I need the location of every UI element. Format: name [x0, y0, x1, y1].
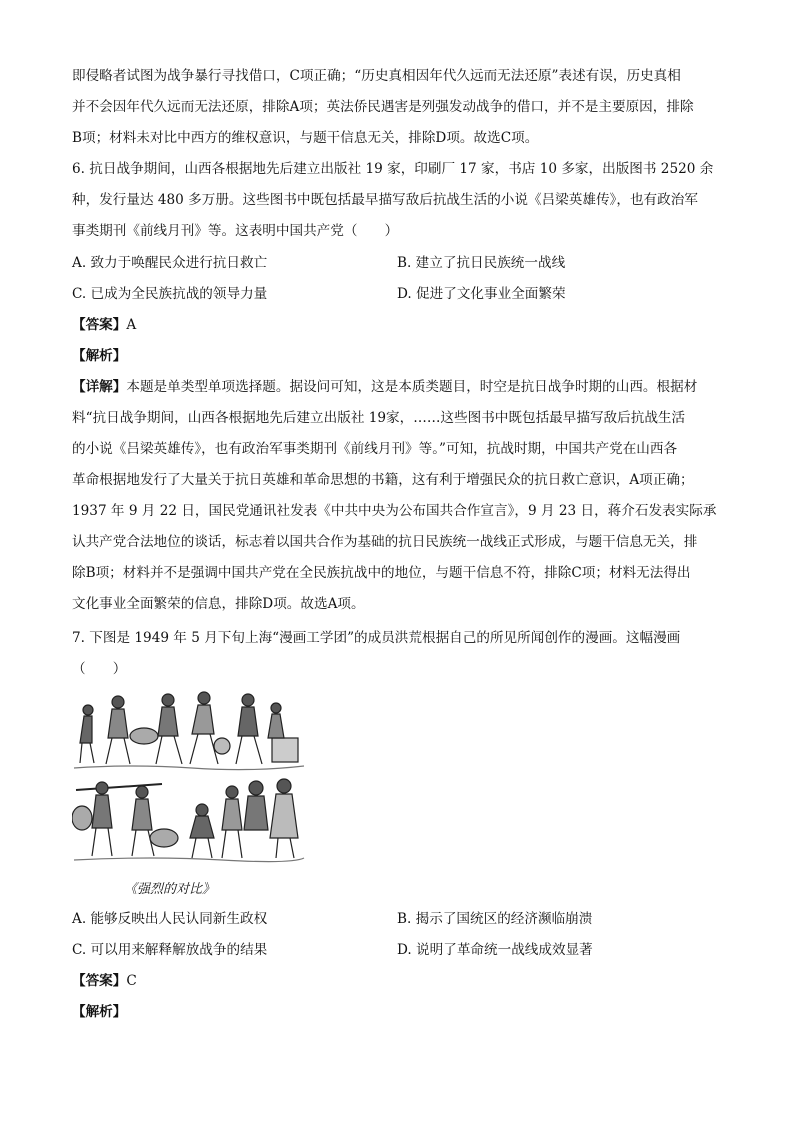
q7-option-a: A. 能够反映出人民认同新生政权: [72, 911, 268, 927]
q6-stem-line-2: 种，发行量达 480 多万册。这些图书中既包括最早描写敌后抗战生活的小说《吕梁英雄传》，也有政治军: [72, 192, 698, 208]
q6-answer: [72, 315, 136, 335]
q7-option-b: B. 揭示了国统区的经济濒临崩溃: [397, 911, 593, 927]
q6-option-c: C. 已成为全民族抗战的领导力量: [72, 286, 268, 302]
q7-option-c: C. 可以用来解释解放战争的结果: [72, 942, 268, 958]
q6-detail-line-2: 料“抗日战争期间，山西各根据地先后建立出版社 19家，……这些图书中既包括最早描写敌后抗战生活: [72, 410, 686, 426]
q7-analysis-label: [72, 1002, 126, 1022]
q6-option-d: D. 促进了文化事业全面繁荣: [397, 286, 566, 302]
comic-illustration: [72, 688, 306, 864]
q6-detail-line-3: 的小说《吕梁英雄传》，也有政治军事类期刊《前线月刊》等。”可知，抗战时期，中国共产党在山西各: [72, 441, 678, 457]
q6-analysis-tag: 【解析】: [72, 348, 127, 364]
carryover-line-2: 并不会因年代久远而无法还原，排除A项；英法侨民遇害是列强发动战争的借口，并不是主要原因，排除: [72, 99, 694, 115]
q7-stem-line-2: （ ）: [72, 661, 127, 677]
q7-stem-line-1: 7. 下图是 1949 年 5 月下旬上海“漫画工学团”的成员洪荒根据自己的所见所闻创作的漫画。这幅漫画: [72, 630, 681, 646]
q6-answer-label: 【答案】: [72, 317, 127, 333]
q6-detail-text-1: 本题是单类型单项选择题。据设问可知，这是本质类题目，时空是抗日战争时期的山西。根据材: [126, 379, 698, 395]
q6-detail-line-7: 除B项；材料并不是强调中国共产党在全民族抗战中的地位，与题干信息不符，排除C项；材料无法得出: [72, 565, 691, 581]
q7-answer-label: 【答案】: [72, 973, 127, 989]
q6-detail-line-4: 革命根据地发行了大量关于抗日英雄和革命思想的书籍，这有利于增强民众的抗日救亡意识，A项正确；: [72, 472, 694, 488]
q7-analysis-tag: 【解析】: [72, 1004, 127, 1020]
q7-answer-value: C: [126, 973, 137, 989]
q6-detail-line-5: 1937 年 9 月 22 日，国民党通讯社发表《中共中央为公布国共合作宣言》，9 月 23 日，蒋介石发表实际承: [72, 503, 717, 519]
q7-option-d: D. 说明了革命统一战线成效显著: [397, 942, 593, 958]
q6-option-b: B. 建立了抗日民族统一战线: [397, 255, 566, 271]
comic-caption: 《强烈的对比》: [124, 882, 216, 897]
q7-answer: [72, 971, 137, 991]
q6-answer-value: A: [126, 317, 137, 333]
q6-analysis-label: [72, 346, 126, 366]
carryover-line-1: 即侵略者试图为战争暴行寻找借口，C项正确；“历史真相因年代久远而无法还原”表述有误，历史真相: [72, 68, 681, 84]
q6-stem-line-3: 事类期刊《前线月刊》等。这表明中国共产党（ ）: [72, 223, 399, 239]
q6-option-a: A. 致力于唤醒民众进行抗日救亡: [72, 255, 268, 271]
q6-detail-label: 【详解】: [72, 379, 127, 395]
q6-detail-line-6: 认共产党合法地位的谈话，标志着以国共合作为基础的抗日民族统一战线正式形成，与题干信息无关，排: [72, 534, 698, 550]
q6-detail-line-1: [72, 377, 697, 397]
q6-stem-line-1: 6. 抗日战争期间，山西各根据地先后建立出版社 19 家，印刷厂 17 家，书店 10 多家，出版图书 2520 余: [72, 161, 714, 177]
q6-detail-line-8: 文化事业全面繁荣的信息，排除D项。故选A项。: [72, 596, 365, 612]
carryover-line-3: B项；材料未对比中西方的维权意识，与题干信息无关，排除D项。故选C项。: [72, 130, 539, 146]
bottom-panel-sketch: [72, 779, 304, 862]
top-panel-sketch: [74, 692, 304, 770]
